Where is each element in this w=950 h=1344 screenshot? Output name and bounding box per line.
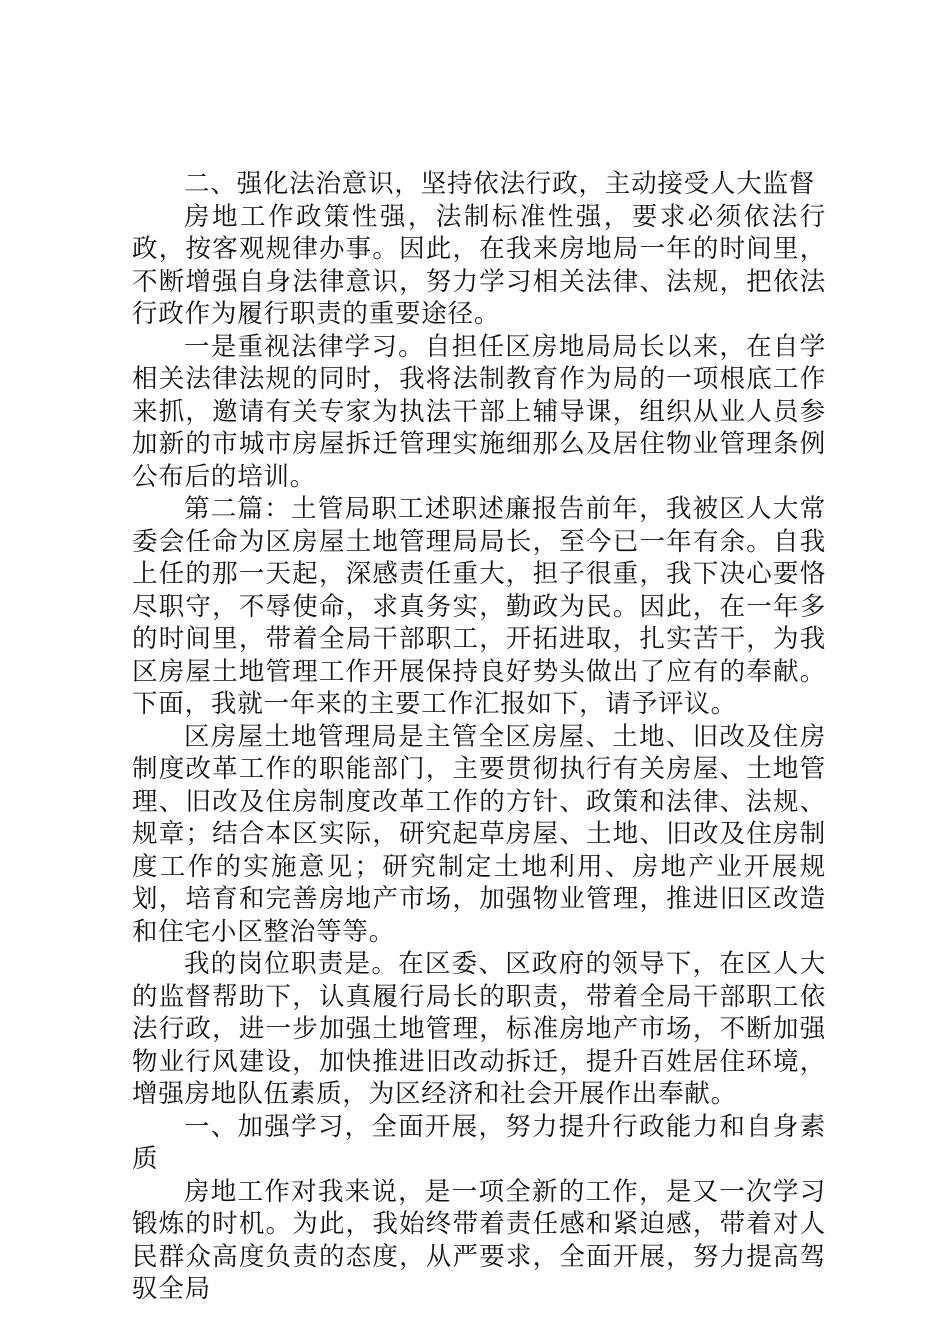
body-paragraph: 区房屋土地管理局是主管全区房屋、土地、旧改及住房制度改革工作的职能部门，主要贯彻执行有关房屋、土地管理、旧改及住房制度改革工作的方针、政策和法律、法规、规章；结合本区实际，研究起草房屋、土地、旧改及住房制度工作的实施意见；研究制定土地利用、房地产业开展规划，培育和完善房地产市场，加强物业管理，推进旧区改造和住宅小区整治等等。 [132,721,826,947]
body-paragraph: 房地工作政策性强，法制标准性强，要求必须依法行政，按客观规律办事。因此，在我来房地局一年的时间里，不断增强自身法律意识，努力学习相关法律、法规，把依法行政作为履行职责的重要途径。 [132,201,826,329]
section-heading-1: 一、加强学习，全面开展，努力提升行政能力和自身素质 [132,1111,826,1174]
document-body [132,168,826,1306]
body-paragraph: 房地工作对我来说，是一项全新的工作，是又一次学习锻炼的时机。为此，我始终带着责任感和紧迫感，带着对人民群众高度负责的态度，从严要求，全面开展，努力提高驾驭全局 [132,1176,826,1304]
body-paragraph: 一是重视法律学习。自担任区房地局局长以来，在自学相关法律法规的同时，我将法制教育作为局的一项根底工作来抓，邀请有关专家为执法干部上辅导课，组织从业人员参加新的市城市房屋拆迁管理实施细那么及居住物业管理条例公布后的培训。 [132,331,826,492]
body-paragraph: 我的岗位职责是。在区委、区政府的领导下，在区人大的监督帮助下，认真履行局长的职责，带着全局干部职工依法行政，进一步加强土地管理，标准房地产市场，不断加强物业行风建设，加快推进旧改动拆迁，提升百姓居住环境，增强房地队伍素质，为区经济和社会开展作出奉献。 [132,949,826,1109]
section-heading-2: 二、强化法治意识，坚持依法行政，主动接受人大监督 [184,169,816,199]
body-paragraph: 第二篇：土管局职工述职述廉报告前年，我被区人大常委会任命为区房屋土地管理局局长，至今已一年有余。自我上任的那一天起，深感责任重大，担子很重，我下决心要恪尽职守，不辱使命，求真务实，勤政为民。因此，在一年多的时间里，带着全局干部职工，开拓进取，扎实苦干，为我区房屋土地管理工作开展保持良好势头做出了应有的奉献。下面，我就一年来的主要工作汇报如下，请予评议。 [132,494,826,719]
